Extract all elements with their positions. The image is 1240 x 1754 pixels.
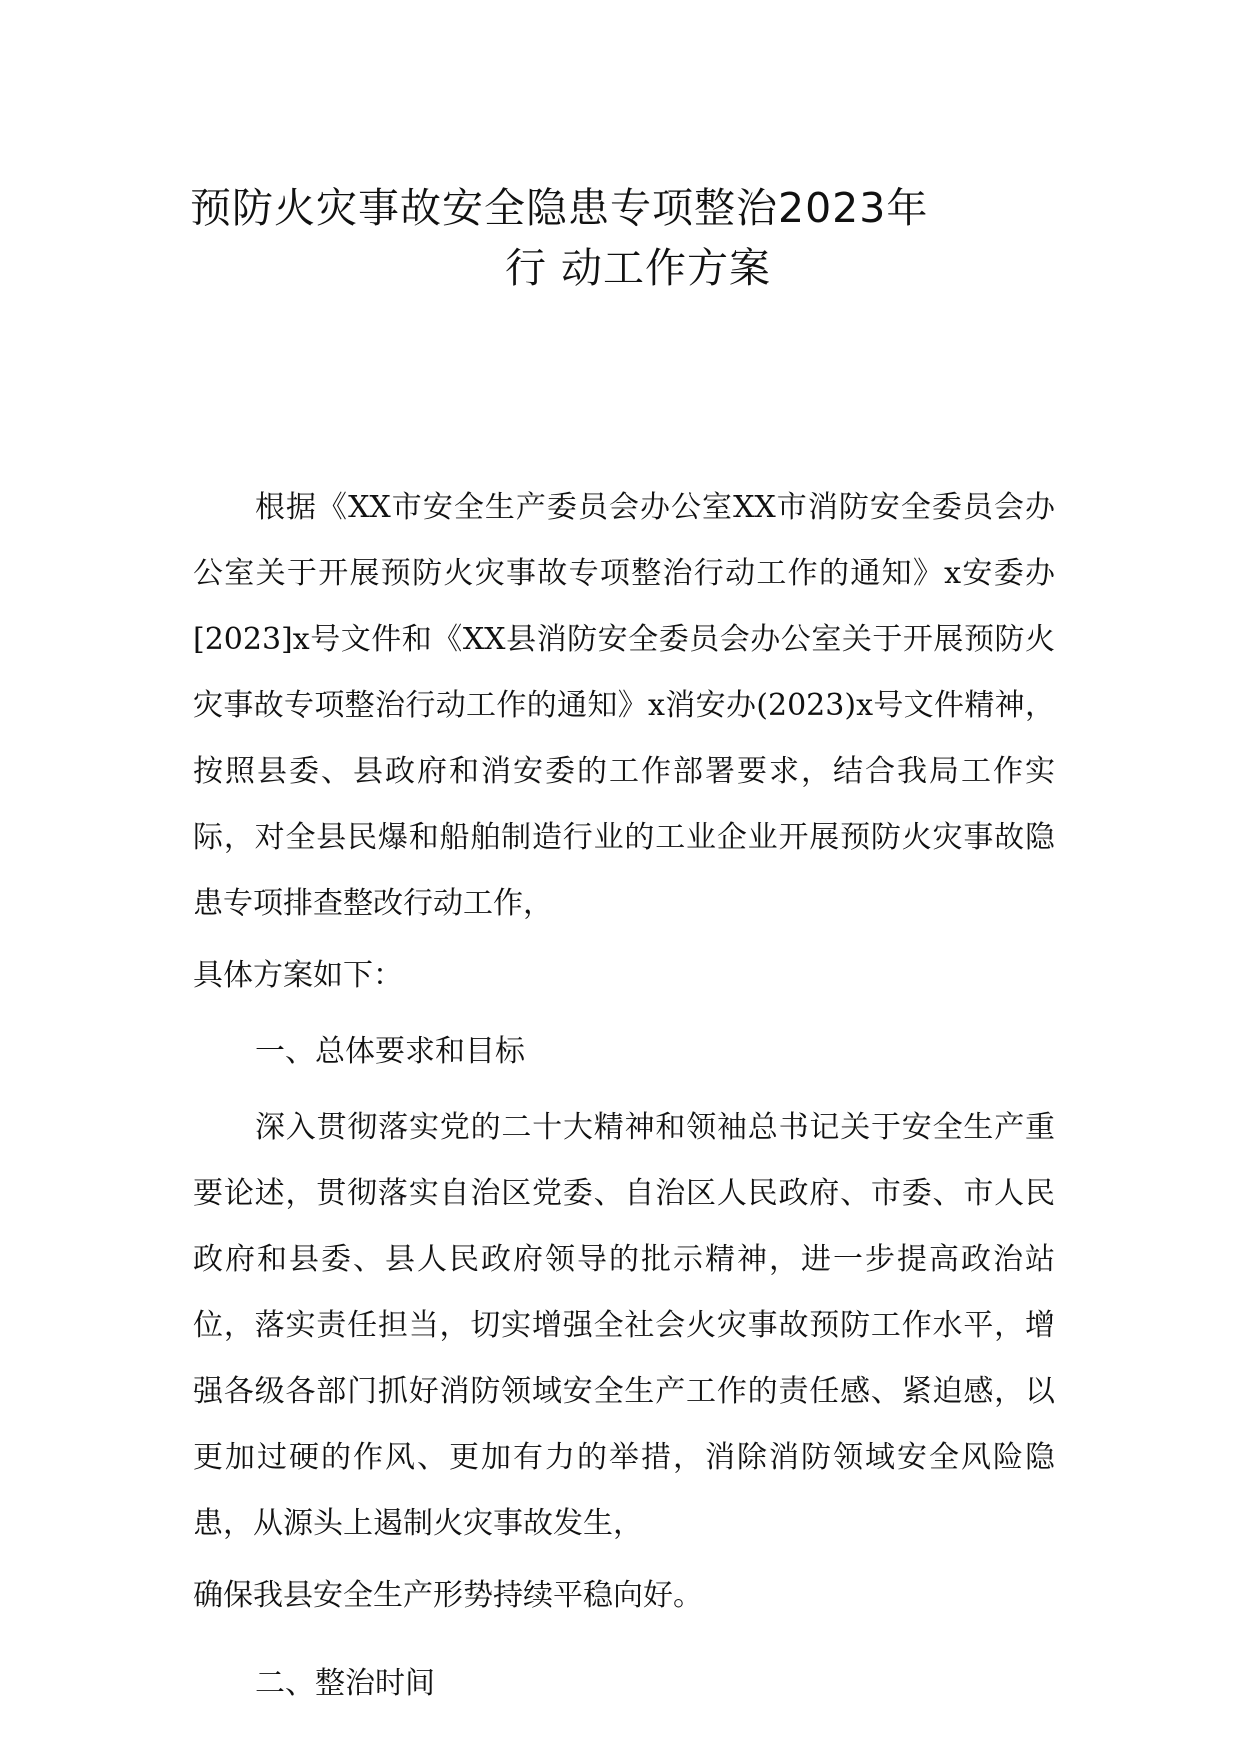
paragraph-requirements: 深入贯彻落实党的二十大精神和领袖总书记关于安全生产重要论述，贯彻落实自治区党委、自治区人民政府、市委、市人民政府和县委、县人民政府领导的批示精神，进一步提高政治站位，落实责任担当，切实增强全社会火灾事故预防工作水平，增强各级各部门抓好消防领域安全生产工作的责任感、紧迫感，以更加过硬的作风、更加有力的举措，消除消防领域安全风险隐患，从源头上遏制火灾事故发生， bbox=[193, 1110, 1055, 1541]
section-heading-1: 一、总体要求和目标 bbox=[255, 1034, 525, 1069]
title-line-2: 行 动工作方案 bbox=[505, 244, 772, 292]
paragraph-requirements-tail: 确保我县安全生产形势持续平稳向好。 bbox=[193, 1578, 703, 1613]
document-body bbox=[193, 475, 1055, 1717]
title-line-1: 预防火灾事故安全隐患专项整治2023年 bbox=[190, 184, 929, 232]
document-title bbox=[190, 178, 1050, 298]
section-heading-2: 二、整治时间 bbox=[255, 1666, 435, 1701]
paragraph-basis-tail: 具体方案如下： bbox=[193, 958, 403, 993]
paragraph-basis: 根据《XX市安全生产委员会办公室XX市消防安全委员会办公室关于开展预防火灾事故专项整治行动工作的通知》x安委办[2023]x号文件和《XX县消防安全委员会办公室关于开展预防火灾事故专项整治行动工作的通知》x消安办(2023)x号文件精神，按照县委、县政府和消安委的工作部署要求，结合我局工作实际，对全县民爆和船舶制造行业的工业企业开展预防火灾事故隐患专项排查整改行动工作， bbox=[193, 490, 1055, 921]
